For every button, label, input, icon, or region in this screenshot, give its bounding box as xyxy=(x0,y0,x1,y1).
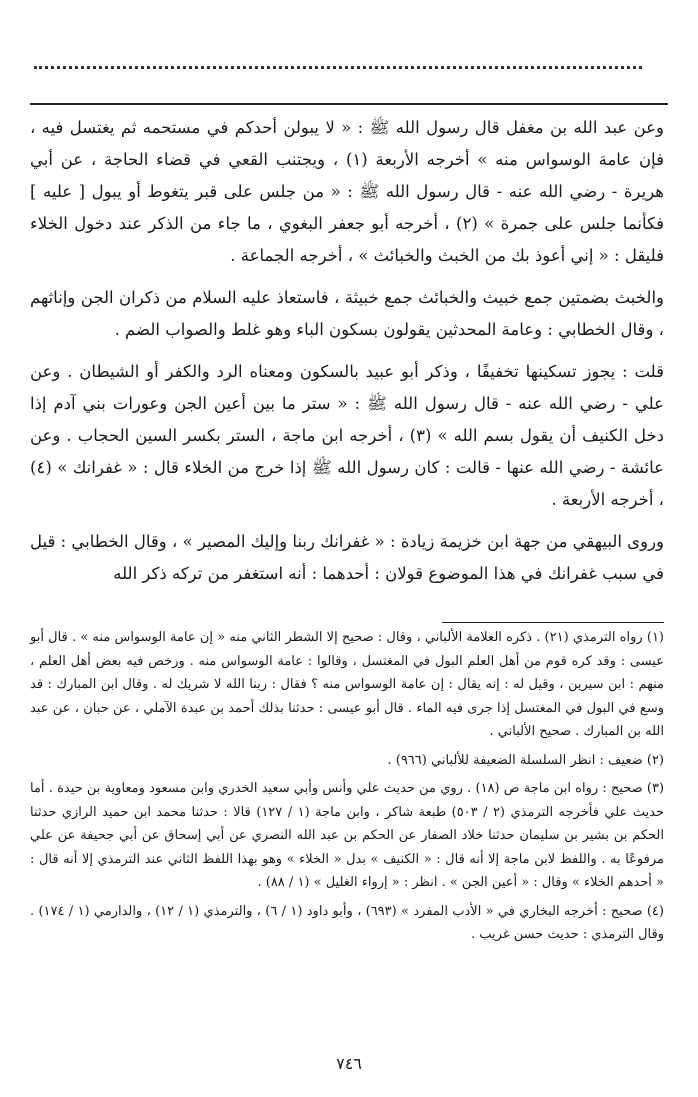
main-paragraph: وعن عبد الله بن مغفل قال رسول الله ﷺ : « لا يبولن أحدكم في مستحمه ثم يغتسل فيه ، فإن عامة الوسواس منه » أخرجه الأربعة (١) ، ويجتنب القعي في قضاء الحاجة ، عن أبي هريرة - رضي الله عنه - قال رسول الله ﷺ : « من جلس على قبر يتغوط أو يبول [ عليه ] فكأنما جلس على جمرة » (٢) ، أخرجه أبو جعفر البغوي ، ما جاء من الذكر عند دخول الخلاء فليقل : « إني أعوذ بك من الخبث والخبائث » ، أخرجه الجماعة . xyxy=(30,118,664,265)
main-text xyxy=(30,112,664,600)
page-number: ٧٤٦ xyxy=(336,1054,362,1073)
footnote-separator xyxy=(442,622,664,623)
main-paragraph: والخبث بضمتين جمع خبيث والخبائث جمع خبيثة ، فاستعاذ عليه السلام من ذكران الجن وإناثهم ، وقال الخطابي : وعامة المحدثين يقولون بسكون الباء وهو غلط والصواب الضم . xyxy=(30,288,664,339)
main-paragraph: قلت : يجوز تسكينها تخفيفًا ، وذكر أبو عبيد بالسكون ومعناه الرد والكفر أو الشيطان . وعن علي - رضي الله عنه - قال رسول الله ﷺ : « ستر ما بين أعين الجن وعورات بني آدم إذا دخل الكنيف أن يقول بسم الله » (٣) ، أخرجه ابن ماجة ، الستر بكسر السين الحجاب . وعن عائشة - رضي الله عنها - قالت : كان رسول الله ﷺ إذا خرج من الخلاء قال : « غفرانك » (٤) ، أخرجه الأربعة . xyxy=(30,362,664,509)
main-paragraph: وروى البيهقي من جهة ابن خزيمة زيادة : « غفرانك ربنا وإليك المصير » ، وقال الخطابي : قيل في سبب غفرانك في هذا الموضوع قولان : أحدهما : أنه استغفر من تركه ذكر الله xyxy=(30,532,664,583)
footnote: (٣) صحيح : رواه ابن ماجة ص (١٨) . روي من حديث علي وأنس وأبي سعيد الخدري وابن مسعود ومعاوية بن حيدة . أما حديث علي فأخرجه الترمذي (٢ / ٥٠٣) طبعة شاكر ، وابن ماجة (١ / ١٢٧) قالا : حدثنا محمد ابن حميد الرازي حدثنا الحكم بن بشير بن سليمان حدثنا خلاد الصفار عن الحكم بن عبد الله النصري عن أبي إسحاق عن أبي جحيفة عن علي مرفوعًا به . واللفظ لابن ماجة إلا أنه قال : « الكنيف » بدل « الخلاء » وهو بهذا اللفظ الثاني عند الترمذي إلا أنه قال : « أحدهم الخلاء » وقال : « أعين الجن » . انظر : « إرواء الغليل » (١ / ٨٨) . xyxy=(30,781,665,890)
footnote: (٤) صحيح : أخرجه البخاري في « الأدب المفرد » (٦٩٣) ، وأبو داود (١ / ٦) ، والترمذي (١ / ١٢) ، والدارمي (١ / ١٧٤) . وقال الترمذي : حديث حسن غريب . xyxy=(30,903,664,942)
footnotes xyxy=(30,626,664,952)
footnote: (٢) ضعيف : انظر السلسلة الضعيفة للألباني (٩٦٦) . xyxy=(387,752,664,768)
header-dotted-line xyxy=(34,66,642,69)
footnote: (١) رواه الترمذي (٢١) . ذكره العلامة الألباني ، وقال : صحيح إلا الشطر الثاني منه « إن عامة الوسواس منه » . قال أبو عيسى : وقد كره قوم من أهل العلم البول في المغتسل ، وقالوا : عامة الوسواس منه . ورخص فيه بعض أهل العلم ، منهم : ابن سيرين ، وقيل له : إنه يقال : إن عامة الوسواس منه ؟ فقال : ربنا الله لا شريك له . وقال ابن المبارك : قد وسع في البول في المغتسل إذا جرى فيه الماء . قال أبو عيسى : حدثنا بذلك أحمد بن عبدة الآملي ، عن حبان ، عن عبد الله بن المبارك . صحيح الألباني . xyxy=(30,630,664,739)
header-rule xyxy=(30,103,668,105)
